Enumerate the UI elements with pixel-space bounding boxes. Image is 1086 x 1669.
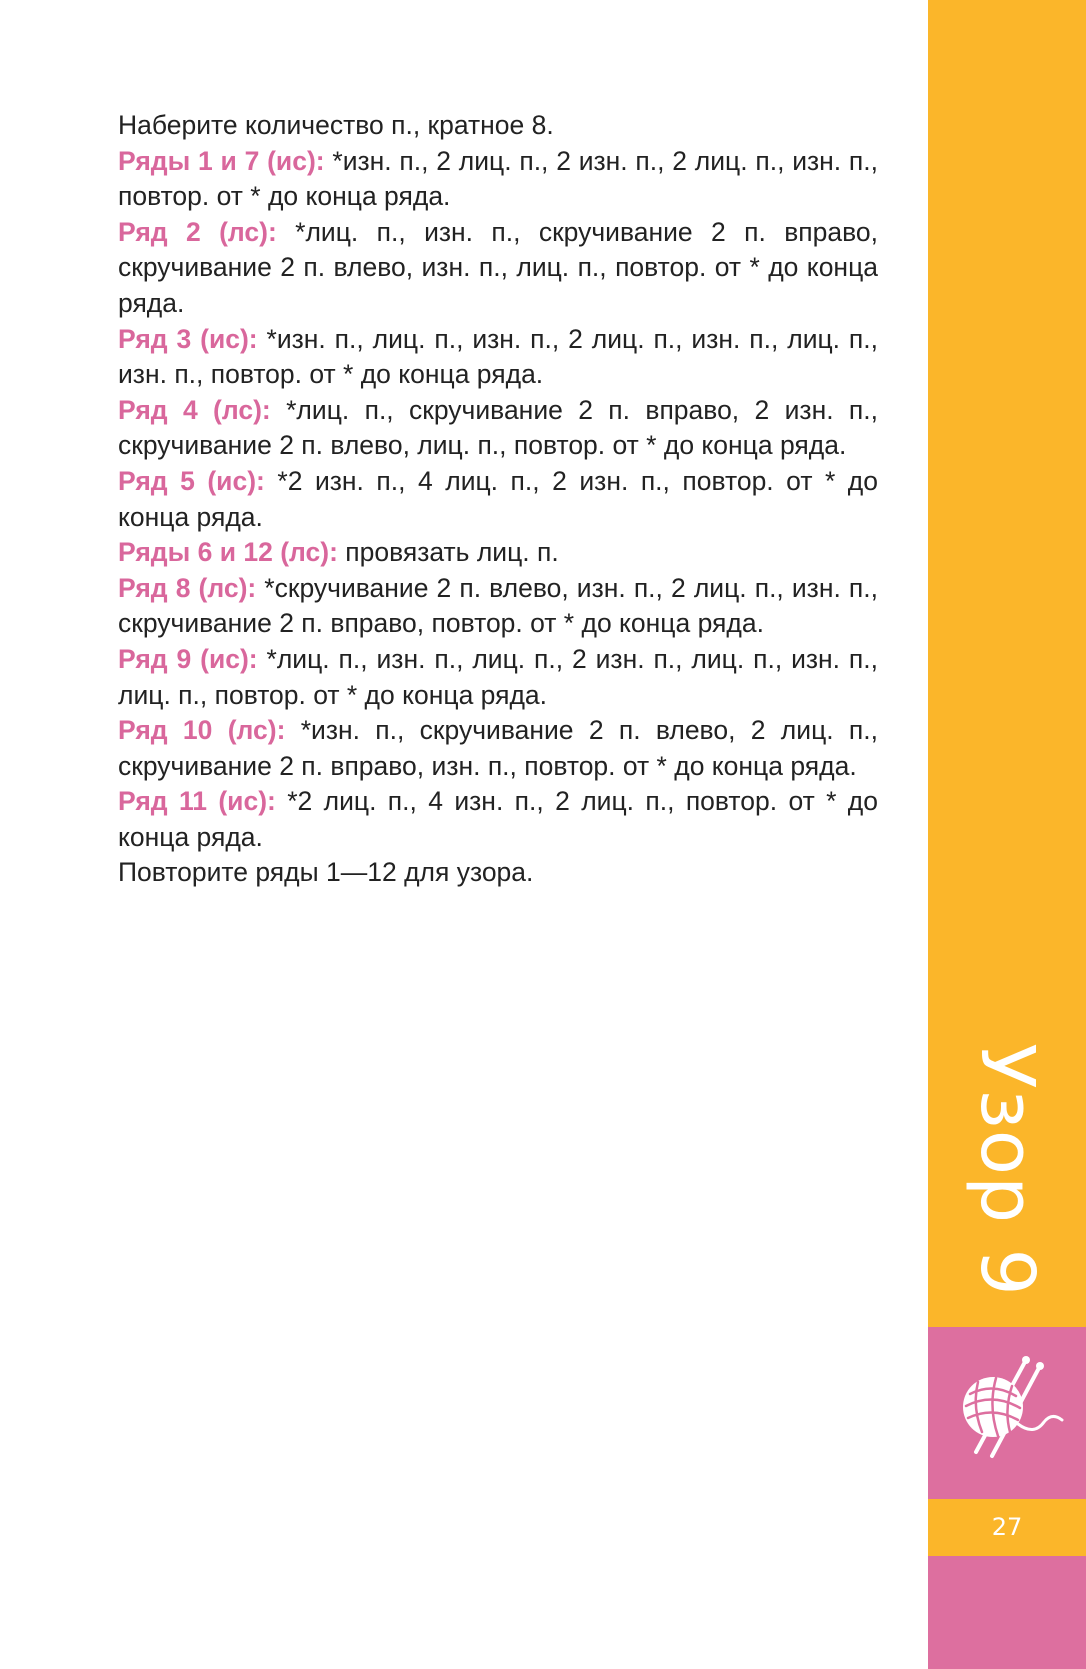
row-label: Ряд 2 (лс):: [118, 216, 277, 247]
row-text: *скручивание 2 п. влево, изн. п., 2 лиц. п., изн. п., скручивание 2 п. вправо, повтор. от * до конца ряда.: [118, 572, 878, 639]
page-number: 27: [991, 1513, 1023, 1541]
row-label: Ряд 11 (ис):: [118, 786, 276, 817]
row-label: Ряд 5 (ис):: [118, 465, 265, 496]
row-text: *изн. п., лиц. п., изн. п., 2 лиц. п., изн. п., лиц. п., изн. п., повтор. от * до конца ряда.: [118, 323, 879, 390]
row-instruction: [118, 571, 878, 642]
row-instruction: [118, 215, 878, 322]
row-instruction: [118, 535, 878, 571]
row-instruction: [118, 322, 878, 393]
row-instruction: [118, 713, 878, 784]
chapter-sidebar: [928, 0, 1086, 1669]
row-label: Ряд 10 (лс):: [118, 715, 286, 746]
row-label: Ряды 1 и 7 (ис):: [118, 145, 325, 176]
row-label: Ряд 9 (ис):: [118, 643, 258, 674]
row-text: *лиц. п., скручивание 2 п. вправо, 2 изн. п., скручивание 2 п. влево, лиц. п., повтор. от * до конца ряда.: [118, 394, 878, 461]
row-text: *2 изн. п., 4 лиц. п., 2 изн. п., повтор. от * до конца ряда.: [118, 465, 878, 532]
pattern-title: Узор 9: [964, 1043, 1050, 1297]
row-text: *лиц. п., изн. п., лиц. п., 2 изн. п., лиц. п., изн. п., лиц. п., повтор. от * до конца ряда.: [118, 643, 879, 710]
row-text: *изн. п., скручивание 2 п. влево, 2 лиц. п., скручивание 2 п. вправо, изн. п., повтор. от * до конца ряда.: [118, 715, 878, 781]
row-text: *изн. п., 2 лиц. п., 2 изн. п., 2 лиц. п., изн. п., повтор. от * до конца ряда.: [118, 145, 879, 212]
row-text: *лиц. п., изн. п., скручивание 2 п. вправо, скручивание 2 п. влево, изн. п., лиц. п., повтор. от * до конца ряда.: [118, 216, 878, 318]
intro-text: Наберите количество п., кратное 8.: [118, 110, 554, 140]
row-instruction: [118, 144, 878, 215]
row-label: Ряд 4 (лс):: [118, 394, 271, 425]
row-instruction: [118, 784, 878, 855]
row-instruction: [118, 393, 878, 464]
sidebar-bottom-band: [928, 1556, 1086, 1669]
outro-text: Повторите ряды 1—12 для узора.: [118, 857, 534, 888]
row-label: Ряды 6 и 12 (лс):: [118, 537, 338, 568]
row-text: провязать лиц. п.: [337, 537, 559, 568]
row-text: *2 лиц. п., 4 изн. п., 2 лиц. п., повтор. от * до конца ряда.: [118, 786, 878, 852]
row-label: Ряд 3 (ис):: [118, 323, 258, 354]
row-label: Ряд 8 (лс):: [118, 572, 257, 603]
pattern-instructions: [118, 108, 878, 891]
row-instruction: [118, 642, 878, 713]
yarn-ball-icon: [948, 1352, 1068, 1462]
row-instruction: [118, 464, 878, 535]
